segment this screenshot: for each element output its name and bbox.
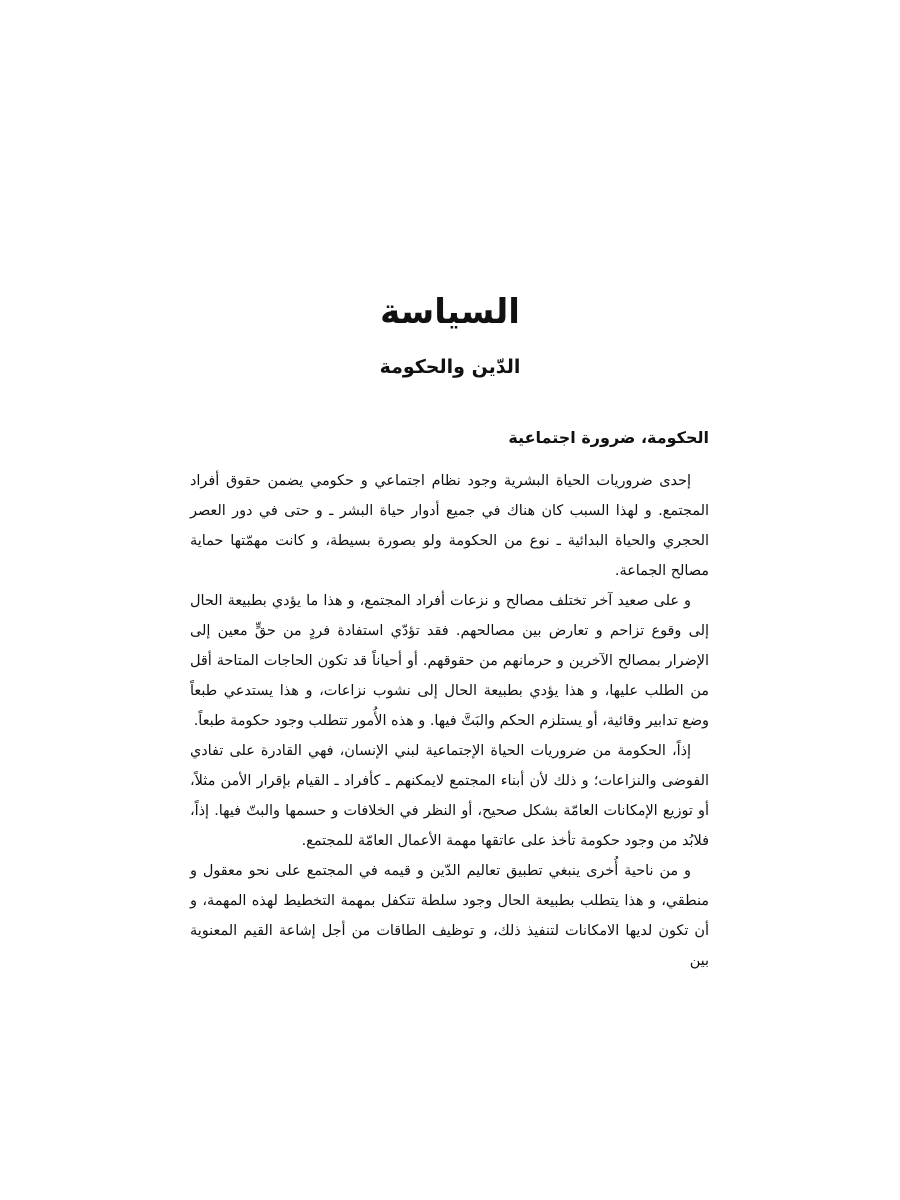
page-title: السياسة	[380, 292, 520, 332]
paragraph: و من ناحية أُخرى ينبغي تطبيق تعاليم الدّين و قيمه في المجتمع على نحو معقول و منطقي، و هذا يتطلب بطبيعة الحال وجود سلطة تتكفل بمهمة التخطيط لهذه المهمة، و أن تكون لديها الامكانات لتنفيذ ذلك، و توظيف الطاقات من أجل إشاعة القيم المعنوية بين	[190, 863, 709, 969]
paragraph: و على صعيد آخر تختلف مصالح و نزعات أفراد المجتمع، و هذا ما يؤدي بطبيعة الحال إلى وقوع تزاحم و تعارض بين مصالحهم. فقد تؤدّي استفادة فردٍ من حقٍّ معين إلى الإضرار بمصالح الآخرين و حرمانهم من حقوقهم. أو أحياناً قد تكون الحاجات المتاحة أقل من الطلب عليها، و هذا يؤدي بطبيعة الحال إلى نشوب نزاعات، و هذا يستدعي طبعاً وضع تدابير وقائية، أو يستلزم الحكم والبَتَّ فيها. و هذه الأُمور تتطلب وجود حكومة طبعاً.	[190, 593, 709, 729]
section-heading: الحكومة، ضرورة اجتماعية	[508, 428, 709, 447]
paragraph: إذاً، الحكومة من ضروريات الحياة الإجتماعية لبني الإنسان، فهي القادرة على تفادي الفوضى والنزاعات؛ و ذلك لأن أبناء المجتمع لايمكنهم ـ كأفراد ـ القيام بإقرار الأمن مثلاً، أو توزيع الإمكانات العامّة بشكل صحيح، أو النظر في الخلافات و حسمها والبتّ فيها. إذاً، فلابُد من وجود حكومة تأخذ على عاتقها مهمة الأعمال العامّة للمجتمع.	[190, 743, 709, 849]
page-subtitle: الدّين والحكومة	[379, 356, 521, 378]
paragraph: إحدى ضروريات الحياة البشرية وجود نظام اجتماعي و حكومي يضمن حقوق أفراد المجتمع. و لهذا السبب كان هناك في جميع أدوار حياة البشر ـ و حتى في دور العصر الحجري والحياة البدائية ـ نوع من الحكومة ولو بصورة بسيطة، و كانت مهمّتها حماية مصالح الجماعة.	[190, 473, 709, 579]
body-text	[190, 466, 709, 976]
